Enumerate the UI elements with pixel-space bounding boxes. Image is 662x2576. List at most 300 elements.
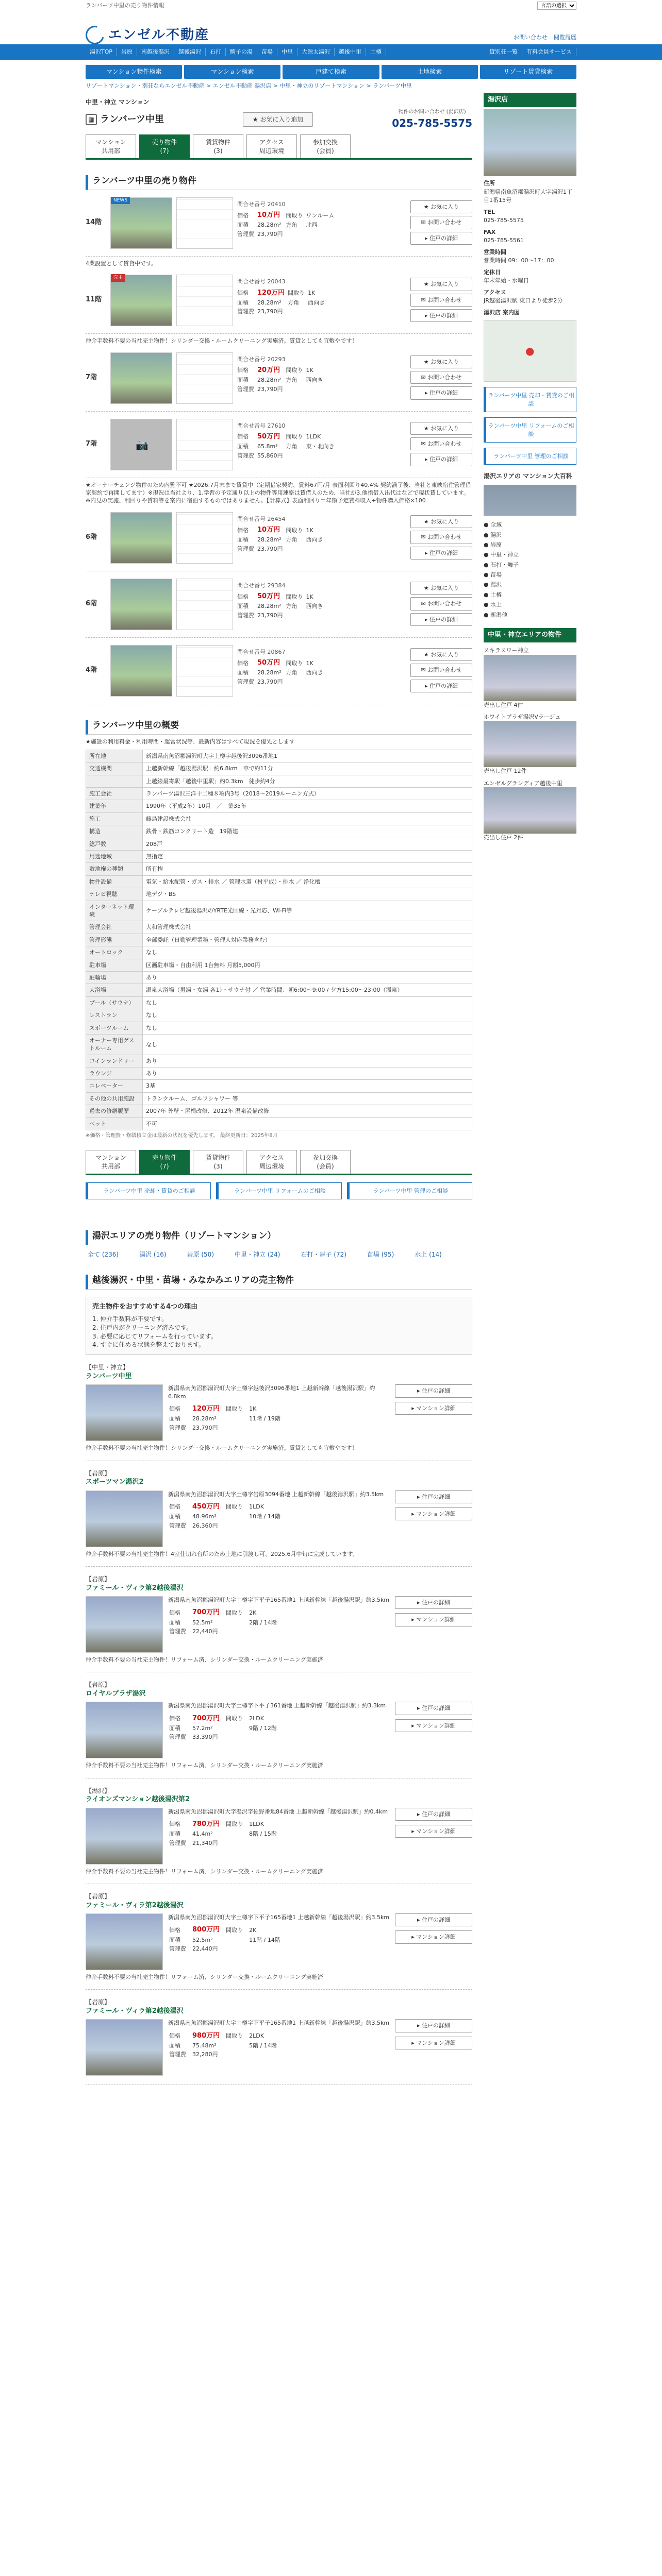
contact-button[interactable]: ✉ お問い合わせ	[410, 531, 472, 544]
sale-consult-button[interactable]: ランバーツ中里 売却・賃貸のご相談	[484, 387, 576, 412]
map-pin-icon: ●	[525, 345, 535, 358]
area-item-7[interactable]: ● 土樽	[484, 591, 502, 598]
rec-button-1[interactable]: ▸ マンション詳細	[395, 2037, 472, 2049]
overview-row	[86, 934, 472, 946]
rec-name[interactable]: ファミール・ヴィラ第2越後湯沢	[86, 1901, 184, 1909]
listing-comment: 仲介手数料不要の当社売主物件！シリンダー交換・ルームクリーニング実施済。賃貸としても宜敷やです！	[86, 337, 358, 345]
shop-info: 住所 新潟県南魚沼郡湯沢町大字湯沢1丁目1番15号 TEL 025-785-5575 FAX 025-785-5561 営業時間 営業時間 09：00～17：00 定休日 年末年始・水曜日 アクセス JR越後湯沢駅 東口より徒歩2分 湯沢店 案内図	[484, 180, 572, 316]
floor-plan-image[interactable]	[176, 419, 233, 470]
overview-value: 上越線最寄駅「越後中里駅」約0.3km 徒歩約4分	[143, 775, 472, 787]
rec-cell: 48.96m²	[192, 1513, 217, 1520]
language-select[interactable]	[537, 2, 576, 10]
listing-cell: 管理費	[237, 612, 254, 619]
listing-cell: 東・北向き	[306, 443, 335, 450]
overview-key: 大浴場	[86, 984, 143, 996]
rec-button-1[interactable]: ▸ マンション詳細	[395, 1930, 472, 1943]
area-item-9[interactable]: ● 新潟他	[484, 611, 508, 618]
detail-button[interactable]: ▸ 住戸の詳細	[410, 613, 472, 626]
favorite-button[interactable]: ★ お気に入り	[410, 355, 472, 368]
overview-row	[86, 800, 472, 812]
add-favorite-button[interactable]: ★ お気に入り追加	[243, 112, 313, 127]
contact-button[interactable]: ✉ お問い合わせ	[410, 294, 472, 307]
area-item-1[interactable]: ● 湯沢	[484, 531, 502, 538]
overview-value: 全部委託（日勤管理業務・管理人対応業務含む）	[143, 934, 472, 946]
rec-address: 新潟県南魚沼郡湯沢町大字土樽字下平子165番地1 上越新幹線「越後湯沢駅」約3.5km	[168, 2020, 390, 2027]
contact-button[interactable]: ✉ お問い合わせ	[410, 437, 472, 450]
rec-button-1[interactable]: ▸ マンション詳細	[395, 1613, 472, 1626]
rec-cell: 1LDK	[249, 1821, 264, 1828]
contact-button[interactable]: ✉ お問い合わせ	[410, 371, 472, 384]
listing-cell: 方角	[288, 299, 300, 306]
rec-cell: 面積	[169, 1619, 180, 1626]
overview-key: 敷地権の種類	[86, 863, 143, 875]
listing-row	[86, 190, 472, 257]
rec-item	[86, 1672, 472, 1778]
nav-item-10[interactable]: 土樽	[366, 48, 386, 56]
contact-button[interactable]: ✉ お問い合わせ	[410, 664, 472, 676]
area-item-6[interactable]: ● 湯沢	[484, 581, 502, 588]
rec-cell: 1K	[249, 1405, 257, 1413]
listing-cell	[308, 307, 328, 316]
tab-2[interactable]	[193, 134, 243, 158]
contact-link[interactable]: お問い合わせ	[514, 33, 548, 41]
tagline: ランバーツ中里の売り物件情報	[86, 2, 164, 9]
floor-plan-image[interactable]	[176, 352, 233, 404]
brand-name: エンゼル不動産	[108, 27, 210, 43]
tab-4[interactable]	[300, 134, 351, 158]
nearby-name: エンゼルグランディア越後中里	[484, 779, 562, 787]
overview-key: 施工	[86, 812, 143, 825]
rec-name[interactable]: ロイヤルプラザ湯沢	[86, 1690, 146, 1698]
nav-right-item-1[interactable]: 有料会員サービス	[522, 48, 576, 56]
overview-key: 所在地	[86, 750, 143, 762]
rec-area: 【岩原】	[86, 1681, 111, 1689]
overview-value: なし	[143, 996, 472, 1009]
nav-item-7[interactable]: 中里	[277, 48, 297, 56]
favorite-button[interactable]: ★ お気に入り	[410, 278, 472, 291]
rec-cell: 面積	[169, 1724, 180, 1732]
rec-button-0[interactable]: ▸ 住戸の詳細	[395, 1490, 472, 1503]
listing-photo[interactable]	[110, 275, 172, 326]
rec-button-1[interactable]: ▸ マンション詳細	[395, 1825, 472, 1838]
inquiry-number: 問合せ番号 29384	[237, 582, 286, 589]
tel-number[interactable]: 025-785-5575	[392, 116, 472, 129]
rec-comment: 仲介手数料不要の当社売主物件！リフォーム済、シリンダー交換・ルームクリーニング実施済	[86, 1974, 323, 1981]
rec-cell: 32,280円	[192, 2051, 218, 2058]
tel-box: 物件のお問い合わせ (湯沢店) 025-785-5575	[392, 109, 472, 129]
tab-3[interactable]	[246, 134, 297, 158]
rec-name[interactable]: ファミール・ヴィラ第2越後湯沢	[86, 2007, 184, 2015]
rec-cell: 管理費	[169, 1424, 186, 1431]
logo[interactable]	[86, 26, 209, 44]
manage-consult-button[interactable]: ランバーツ中里 管理のご相談	[484, 448, 576, 465]
rec-cell: 管理費	[169, 1522, 186, 1529]
area-link-2[interactable]: 岩原 (50)	[187, 1251, 214, 1259]
section-title-overview: ランバーツ中里の概要	[86, 720, 472, 735]
overview-key: 施工会社	[86, 788, 143, 800]
listing-cell: 面積	[237, 536, 249, 544]
nearby-photo	[484, 721, 576, 767]
rec-button-0[interactable]: ▸ 住戸の詳細	[395, 1384, 472, 1397]
page-title: ▦ ランバーツ中里	[86, 113, 164, 126]
overview-row	[86, 984, 472, 996]
area-links	[86, 1250, 472, 1259]
overview-row	[86, 971, 472, 984]
floor-plan-image[interactable]	[176, 197, 233, 249]
overview-key: 過去の修繕履歴	[86, 1105, 143, 1117]
listing-photo[interactable]	[110, 512, 172, 564]
rec-address: 新潟県南魚沼郡湯沢町大字湯沢字佐野番地84番地 上越新幹線「越後湯沢駅」約0.4km	[168, 1808, 388, 1815]
contact-button[interactable]: ✉ お問い合わせ	[410, 597, 472, 610]
shop-head: 湯沢店	[484, 93, 576, 107]
overview-key: 管理形態	[86, 934, 143, 946]
rec-cell: 700万円	[192, 1608, 220, 1617]
overview-key: その他の共用施設	[86, 1092, 143, 1105]
rec-photo[interactable]	[86, 1384, 163, 1441]
area-link-6[interactable]: 水上 (14)	[415, 1251, 442, 1259]
rec-cell: 52.5m²	[192, 1619, 213, 1626]
history-link[interactable]: 閲覧履歴	[554, 33, 576, 41]
rec-info	[168, 1913, 390, 1970]
listing-photo[interactable]	[110, 197, 172, 249]
nav-item-1[interactable]: 岩原	[117, 48, 137, 56]
listing-cell: ワンルーム	[306, 212, 335, 219]
listing-photo[interactable]	[110, 352, 172, 404]
listing-cell: 1K	[306, 367, 313, 374]
tab-0[interactable]	[86, 134, 136, 158]
overview-key: オートロック	[86, 946, 143, 959]
listing-row	[86, 571, 472, 638]
tab-3[interactable]	[246, 1150, 297, 1174]
overview-row	[86, 875, 472, 888]
tab-label: マンション	[95, 138, 126, 146]
rec-cell	[249, 1733, 282, 1741]
listing-cell: 50万円	[257, 659, 280, 667]
rec-buttons	[395, 1702, 472, 1758]
rec-name[interactable]: ライオンズマンション越後湯沢第2	[86, 1795, 190, 1804]
rec-button-0[interactable]: ▸ 住戸の詳細	[395, 2019, 472, 2032]
favorite-button[interactable]: ★ お気に入り	[410, 200, 472, 213]
listing-cell: 間取り	[286, 367, 303, 374]
tab-label: 賃貸物件	[205, 138, 230, 146]
reform-consult-button[interactable]: ランバーツ中里 リフォームのご相談	[484, 417, 576, 443]
area-item-0[interactable]: ● 全域	[484, 521, 502, 529]
rec-item	[86, 1884, 472, 1990]
rec-button-0[interactable]: ▸ 住戸の詳細	[395, 1596, 472, 1609]
nav-item-9[interactable]: 越後中里	[335, 48, 366, 56]
listing-cell: 方角	[286, 443, 297, 450]
listing-info	[237, 645, 406, 697]
detail-button[interactable]: ▸ 住戸の詳細	[410, 232, 472, 245]
floor-label: 6階	[86, 533, 97, 541]
rec-cell: 間取り	[226, 2032, 243, 2040]
rec-area: 【岩原】	[86, 1998, 111, 2006]
tab-label: 参加交換	[312, 138, 338, 146]
floor-label: 7階	[86, 373, 97, 381]
listing-cell	[286, 230, 306, 239]
rec-cell	[226, 1619, 248, 1626]
rec-button-1[interactable]: ▸ マンション詳細	[395, 1402, 472, 1415]
rec-cell	[226, 1945, 248, 1953]
rec-item	[86, 1355, 472, 1461]
listing-comment: 4業設置として賃貸中です。	[86, 260, 157, 267]
rec-cell: 800万円	[192, 1926, 220, 1934]
detail-button[interactable]: ▸ 住戸の詳細	[410, 547, 472, 560]
tab-bar	[86, 134, 472, 160]
rec-comment: 仲介手数料不要の当社売主物件！リフォーム済、シリンダー交換・ルームクリーニング実施済	[86, 1656, 323, 1663]
listing-row	[86, 505, 472, 571]
listing-cell: 28.28m²	[257, 603, 282, 610]
listing-info	[237, 352, 406, 404]
overview-value: トランクルーム、ゴルフシャワー 等	[143, 1092, 472, 1105]
listing-cell: 西向き	[308, 299, 325, 306]
area-item-4[interactable]: ● 石打・舞子	[484, 561, 519, 568]
listing-cell: 1LDK	[306, 433, 321, 440]
section-title-sale: ランバーツ中里の売り物件	[86, 175, 472, 190]
rec-item	[86, 1990, 472, 2084]
listing-cell: 西向き	[306, 603, 323, 610]
overview-row	[86, 996, 472, 1009]
rec-button-1[interactable]: ▸ マンション詳細	[395, 1719, 472, 1732]
nav-item-4[interactable]: 石打	[206, 48, 226, 56]
overview-value: 上越新幹線「越後湯沢駅」約6.8km 車で約11分	[143, 762, 472, 775]
nearby-item[interactable]	[484, 647, 576, 709]
subnav-item-3[interactable]: 土地検索	[382, 65, 478, 79]
nav-item-6[interactable]: 苗場	[257, 48, 277, 56]
contact-button[interactable]: ✉ お問い合わせ	[410, 216, 472, 229]
rec-button-0[interactable]: ▸ 住戸の詳細	[395, 1808, 472, 1821]
detail-button[interactable]: ▸ 住戸の詳細	[410, 680, 472, 692]
bottom-consult-button-0[interactable]: ランバーツ中里 売却・賃貸のご相談	[86, 1182, 211, 1199]
favorite-button[interactable]: ★ お気に入り	[410, 648, 472, 661]
listing-cell: 50万円	[257, 592, 280, 601]
rec-cell: 75.48m²	[192, 2042, 217, 2049]
rec-name[interactable]: ランバーツ中里	[86, 1372, 132, 1380]
overview-key: 構造	[86, 825, 143, 838]
listing-cell: 方角	[286, 603, 297, 610]
listing-photo[interactable]	[110, 419, 172, 470]
nav-item-5[interactable]: 駒子の湯	[226, 48, 257, 56]
favorite-button[interactable]: ★ お気に入り	[410, 422, 472, 435]
nav-item-2[interactable]: 南越後湯沢	[137, 48, 174, 56]
detail-button[interactable]: ▸ 住戸の詳細	[410, 453, 472, 466]
overview-key: コインランドリー	[86, 1055, 143, 1067]
rec-body	[86, 1913, 472, 1970]
listing-cell: 10万円	[257, 526, 280, 534]
bottom-consult-button-2[interactable]: ランバーツ中里 管理のご相談	[347, 1182, 472, 1199]
bottom-consult-button-1[interactable]: ランバーツ中里 リフォームのご相談	[216, 1182, 341, 1199]
listing-row	[86, 345, 472, 412]
rec-cell: 管理費	[169, 1734, 186, 1741]
listing-photo[interactable]	[110, 645, 172, 697]
floor-plan-image[interactable]	[176, 579, 233, 630]
rec-info	[168, 1384, 390, 1441]
listing-cell: 管理費	[237, 545, 254, 552]
area-link-5[interactable]: 苗場 (95)	[367, 1251, 394, 1259]
favorite-button[interactable]: ★ お気に入り	[410, 582, 472, 595]
subnav-item-1[interactable]: マンション検索	[184, 65, 280, 79]
rec-name[interactable]: ファミール・ヴィラ第2越後湯沢	[86, 1584, 184, 1592]
listing-cell: 面積	[237, 377, 249, 384]
overview-row	[86, 838, 472, 850]
area-item-5[interactable]: ● 苗場	[484, 571, 502, 579]
listing-cell	[306, 677, 326, 686]
area-item-8[interactable]: ● 水上	[484, 601, 502, 608]
tab-0[interactable]	[86, 1150, 136, 1174]
rec-photo[interactable]	[86, 1596, 163, 1653]
rec-button-0[interactable]: ▸ 住戸の詳細	[395, 1702, 472, 1715]
shop-photo	[484, 109, 576, 176]
subnav-item-0[interactable]: マンション物件検索	[86, 65, 182, 79]
nav-right-item-0[interactable]: 貸別荘一覧	[485, 48, 522, 56]
tab-label: 賃貸物件	[205, 1154, 230, 1162]
overview-value: 3基	[143, 1080, 472, 1092]
rec-cell: 間取り	[226, 1609, 243, 1616]
rec-cell	[226, 2042, 248, 2049]
listing-cell: 23,790円	[257, 612, 283, 619]
tab-2[interactable]	[193, 1150, 243, 1174]
listing-cell	[286, 385, 306, 394]
listing-cell	[306, 611, 326, 620]
nearby-item[interactable]	[484, 713, 576, 775]
overview-value: 電気・給水配管・ガス・排水 ／ 管理水道（村平成）・排水 ／ 浄化槽	[143, 875, 472, 888]
listing-cell: 28.28m²	[257, 669, 282, 676]
listing-info	[237, 275, 406, 326]
overview-row	[86, 812, 472, 825]
overview-value: あり	[143, 971, 472, 984]
listing-cell: 価格	[237, 212, 249, 219]
area-link-3[interactable]: 中里・神立 (24)	[235, 1251, 280, 1259]
rec-cell: 管理費	[169, 1628, 186, 1635]
listing-cell	[306, 451, 338, 460]
nav-item-3[interactable]: 越後湯沢	[174, 48, 206, 56]
nearby-photo	[484, 655, 576, 701]
top-bar	[0, 0, 662, 11]
rec-cell: 120万円	[192, 1404, 220, 1413]
floor-label: 4階	[86, 666, 97, 674]
rec-info	[168, 1808, 390, 1865]
floor-plan-image[interactable]	[176, 645, 233, 697]
rec-cell	[249, 1522, 286, 1530]
rec-photo[interactable]	[86, 1490, 163, 1547]
listing-cell: 面積	[237, 299, 249, 306]
rec-photo[interactable]	[86, 1702, 163, 1758]
rec-buttons	[395, 1596, 472, 1653]
area-link-4[interactable]: 石打・舞子 (72)	[301, 1251, 346, 1259]
tab-4[interactable]	[300, 1150, 351, 1174]
floor-plan-image[interactable]	[176, 512, 233, 564]
subnav-item-2[interactable]: 戸建て検索	[283, 65, 379, 79]
detail-button[interactable]: ▸ 住戸の詳細	[410, 386, 472, 399]
inquiry-number: 問合せ番号 20293	[237, 355, 286, 363]
rec-cell: 11階 / 19階	[249, 1415, 280, 1422]
rec-area: 【岩原】	[86, 1469, 111, 1477]
rec-body	[86, 1808, 472, 1865]
area-link-0[interactable]: 全て (236)	[88, 1251, 119, 1259]
rec-photo[interactable]	[86, 1913, 163, 1970]
rec-cell	[249, 1945, 286, 1953]
listing-info	[237, 197, 406, 249]
listing-cell: 西向き	[306, 377, 323, 384]
breadcrumb[interactable]: リゾートマンション・別荘ならエンゼル不動産 > エンゼル不動産 湯沢店 > 中里・神立のリゾートマンション > ランバーツ中里	[86, 82, 412, 89]
sub-nav	[0, 60, 662, 79]
rec-body	[86, 1596, 472, 1653]
rec-photo[interactable]	[86, 1808, 163, 1865]
overview-row	[86, 1080, 472, 1092]
favorite-button[interactable]: ★ お気に入り	[410, 515, 472, 528]
listing-cell: 方角	[286, 222, 297, 229]
tab-label: アクセス	[259, 1154, 284, 1162]
listing-cell: 1K	[308, 289, 316, 296]
listing-cell: 管理費	[237, 385, 254, 393]
overview-row	[86, 775, 472, 787]
rec-buttons	[395, 1913, 472, 1970]
rec-item	[86, 1567, 472, 1672]
floor-label: 7階	[86, 439, 97, 448]
overview-row	[86, 1009, 472, 1022]
rec-cell: 2LDK	[249, 1715, 264, 1722]
rec-cell: 価格	[169, 1405, 180, 1413]
rec-cell	[226, 1830, 248, 1838]
rec-item	[86, 1461, 472, 1567]
rec-name[interactable]: スポーツマン湯沢2	[86, 1478, 144, 1486]
area-encyclopedia: 湯沢エリアの マンション大百科 ● 全域 ● 湯沢 ● 岩原 ● 中里・神立 ● 石打・舞子 ● 苗場 ● 湯沢 ● 土樽 ● 水上 ● 新潟他	[484, 471, 576, 621]
rec-photo[interactable]	[86, 2019, 163, 2076]
rec-cell: 2LDK	[249, 2032, 264, 2040]
listing-buttons	[410, 512, 472, 564]
overview-key: 物件設備	[86, 875, 143, 888]
tab-1[interactable]	[139, 1150, 190, 1174]
overview-key: スポーツルーム	[86, 1022, 143, 1034]
rec-info	[168, 2019, 390, 2076]
nav-item-0[interactable]: 湯沢TOP	[86, 48, 117, 56]
overview-value: 1990年（平成2年）10月 ／ 築35年	[143, 800, 472, 812]
nearby-note: 売出し住戸 4件	[484, 701, 523, 708]
area-item-3[interactable]: ● 中里・神立	[484, 551, 519, 558]
rec-area: 【中里・神立】	[86, 1364, 129, 1371]
overview-value: 新潟県南魚沼郡湯沢町大字土樽字越後沢3096番地1	[143, 750, 472, 762]
detail-button[interactable]: ▸ 住戸の詳細	[410, 309, 472, 322]
floor-label: 11階	[86, 296, 102, 304]
shop-map[interactable]	[484, 320, 576, 382]
listing-cell: 間取り	[288, 289, 305, 296]
rec-button-0[interactable]: ▸ 住戸の詳細	[395, 1913, 472, 1926]
nearby-item[interactable]	[484, 779, 576, 842]
area-link-1[interactable]: 湯沢 (16)	[139, 1251, 167, 1259]
overview-value: 無指定	[143, 851, 472, 863]
area-item-2[interactable]: ● 岩原	[484, 541, 502, 548]
overview-key: 管理会社	[86, 921, 143, 934]
rec-cell: 価格	[169, 1503, 180, 1511]
tab-1[interactable]	[139, 134, 190, 158]
overview-row	[86, 851, 472, 863]
listing-cell: 価格	[237, 433, 249, 440]
listing-cell	[286, 677, 306, 686]
listing-cell: 価格	[237, 527, 249, 534]
floor-plan-image[interactable]	[176, 275, 233, 326]
listing-cell: 20万円	[257, 366, 280, 374]
rec-cell: 57.2m²	[192, 1724, 213, 1732]
rec-button-1[interactable]: ▸ マンション詳細	[395, 1507, 472, 1520]
inquiry-number: 問合せ番号 20867	[237, 648, 286, 655]
subnav-item-4[interactable]: リゾート賃貸検索	[480, 65, 576, 79]
nav-item-8[interactable]: 大源太湯沢	[297, 48, 335, 56]
listing-comment: ★オーナーチェンジ物件のため内覧不可 ★2026.7月末まで賃貸中（定期借家契約、賃料67円/月 表面利回り40.4% 契約満了後、当社と東映宿住管理借家契約で再開してます）※現況は当社より、1.学習の予定通り以上の物件等用連絡は賃借人のため、当社が3.他指借入出代はなどで現状賃しています。※内見の実施、利回りや賃料等を案内に宿泊するものではありません。【計算式】表面利回り＝年額予定賃料収入÷物件購入価格×100	[86, 481, 471, 504]
rec-cell	[249, 2050, 282, 2058]
listing-info	[237, 512, 406, 564]
listing-photo[interactable]	[110, 579, 172, 630]
nearby-note: 売出し住戸 2件	[484, 834, 523, 841]
